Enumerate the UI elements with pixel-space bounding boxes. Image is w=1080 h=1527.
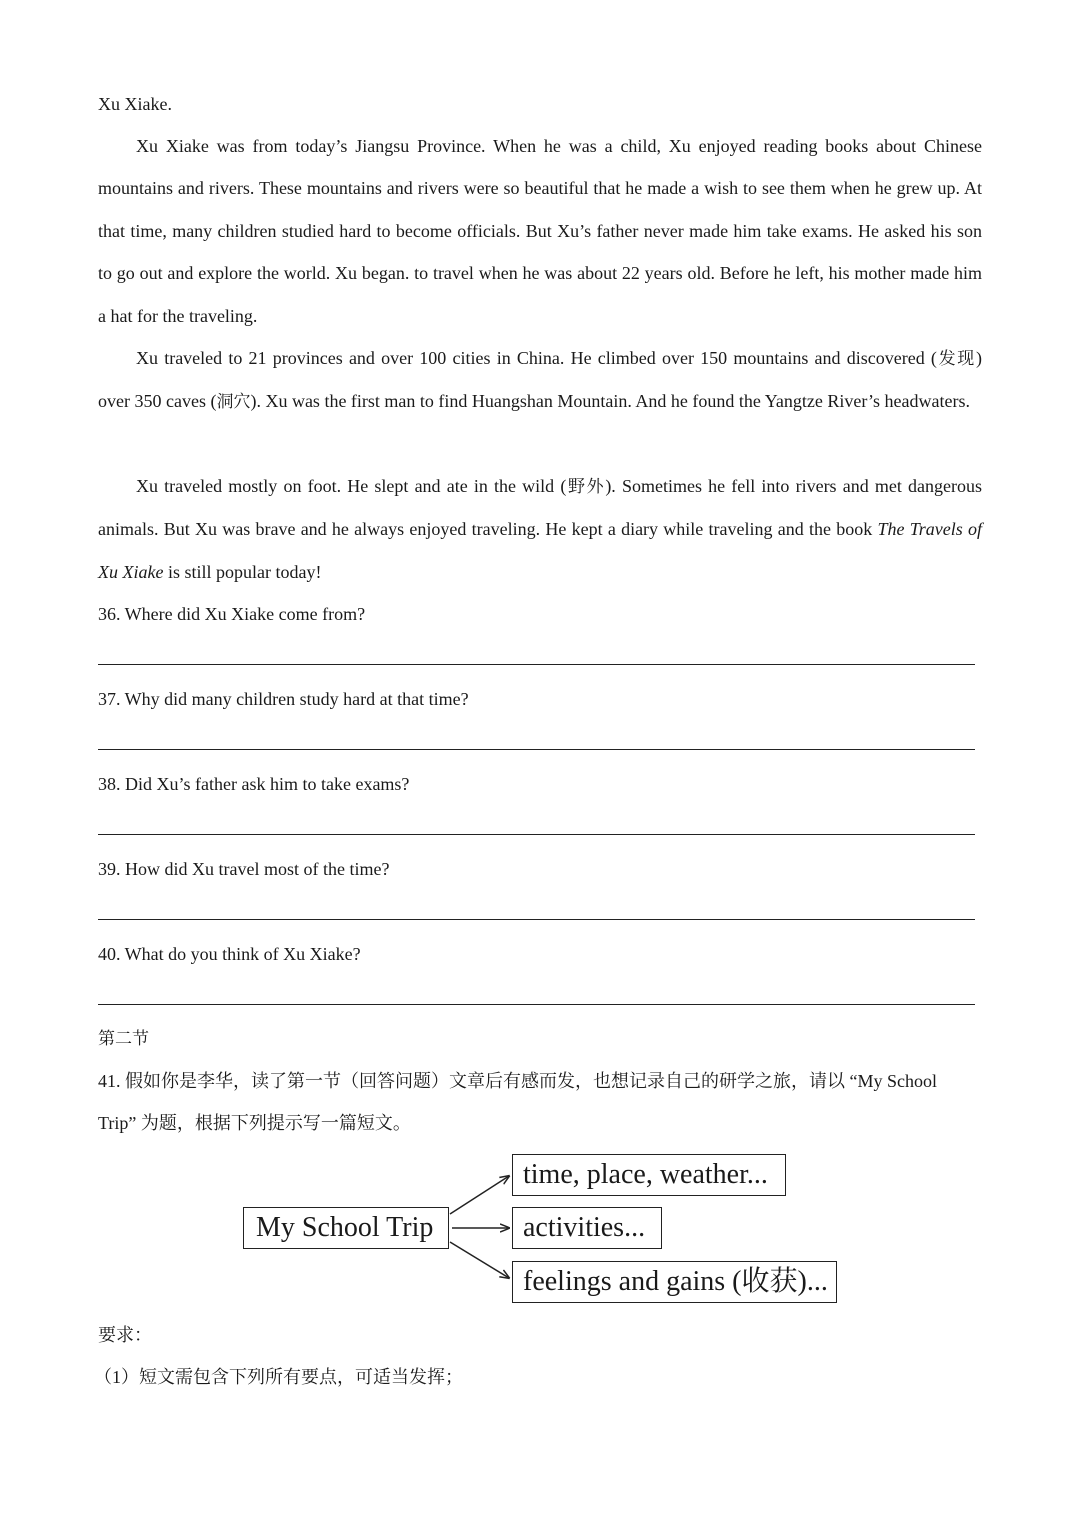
- requirements-label: 要求：: [98, 1325, 152, 1345]
- diagram-branch-2: activities...: [512, 1207, 662, 1249]
- arrow-to-branch-1: [450, 1176, 509, 1214]
- paragraph-1: Xu Xiake was from today’s Jiangsu Province. When he was a child, Xu enjoyed reading books about Chinese mountains and rivers. These mountains and rivers were so beautiful that he made a wish to see them when he grew up. At that time, many children studied hard to become officials. But Xu’s father never made him take exams. He asked his son to go out and explore the world. Xu began. to travel when he was about 22 years old. Before he left, his mother made him a hat for the traveling.: [98, 136, 982, 326]
- diagram-branch-3: feelings and gains (收获)...: [512, 1261, 837, 1303]
- section-heading: 第二节: [98, 1029, 149, 1049]
- arrow-to-branch-3: [450, 1242, 509, 1278]
- diagram-branch-1: time, place, weather...: [512, 1154, 786, 1196]
- passage-fragment: Xu Xiake.: [98, 94, 172, 114]
- paragraph-3: Xu traveled mostly on foot. He slept and ate in the wild (野外). Sometimes he fell into rivers and met dangerous animals. But Xu was brave and he always enjoyed traveling. He kept a diary while traveling and the book The Travels of Xu Xiake is still popular today!: [98, 476, 982, 582]
- question-38: 38. Did Xu’s father ask him to take exams?: [98, 774, 410, 794]
- question-41-line-2: Trip” 为题，根据下列提示写一篇短文。: [98, 1113, 411, 1133]
- paragraph-2: Xu traveled to 21 provinces and over 100 cities in China. He climbed over 150 mountains and discovered (发现) over 350 caves (洞穴). Xu was the first man to find Huangshan Mountain. And he found the Yangtze River’s headwaters.: [98, 348, 982, 413]
- requirement-1: （1）短文需包含下列所有要点，可适当发挥；: [94, 1367, 463, 1387]
- diagram-center-box: My School Trip: [243, 1207, 449, 1249]
- question-36: 36. Where did Xu Xiake come from?: [98, 604, 366, 624]
- question-41-line-1: 41. 假如你是李华，读了第一节（回答问题）文章后有感而发，也想记录自己的研学之旅，请以 “My School: [98, 1071, 937, 1091]
- question-40: 40. What do you think of Xu Xiake?: [98, 944, 361, 964]
- question-39: 39. How did Xu travel most of the time?: [98, 859, 390, 879]
- question-37: 37. Why did many children study hard at that time?: [98, 689, 469, 709]
